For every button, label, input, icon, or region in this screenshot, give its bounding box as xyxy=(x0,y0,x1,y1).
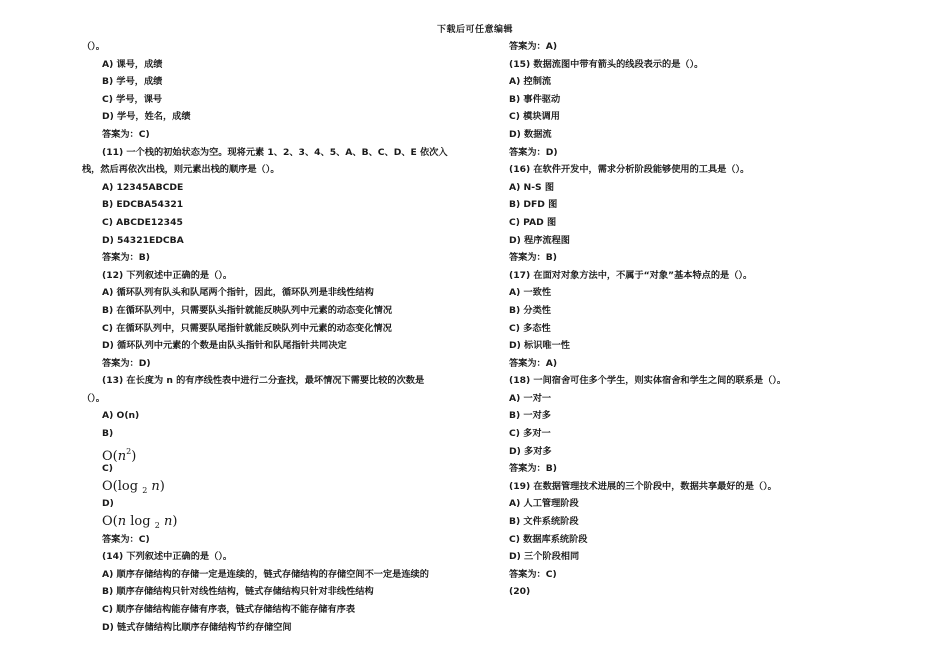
option-d: D) 标识唯一性 xyxy=(509,340,570,352)
option-c: C) ABCDE12345 xyxy=(102,216,183,228)
option-b: B) 分类性 xyxy=(509,304,551,316)
option-d-label: D) xyxy=(102,498,114,510)
question-14: (14) 下列叙述中正确的是（）。 xyxy=(102,551,233,563)
formula-o-n-log-n: O(n log $_2$ n) xyxy=(102,514,178,531)
question-11-cont: 栈，然后再依次出栈，则元素出栈的顺序是（）。 xyxy=(82,164,280,176)
left-column xyxy=(82,38,482,636)
option-b: B) 顺序存储结构只针对线性结构，链式存储结构只针对非线性结构 xyxy=(102,586,374,598)
option-a: A) 循环队列有队头和队尾两个指针，因此，循环队列是非线性结构 xyxy=(102,287,374,299)
question-20: (20) xyxy=(509,586,531,598)
option-c: C) 多态性 xyxy=(509,322,551,334)
answer-10: 答案为：C) xyxy=(102,128,150,140)
option-a: A) 顺序存储结构的存储一定是连续的，链式存储结构的存储空间不一定是连续的 xyxy=(102,568,429,580)
option-c: C) 多对一 xyxy=(509,428,551,440)
question-15: (15) 数据流图中带有箭头的线段表示的是（）。 xyxy=(509,58,704,70)
option-d: D) 数据流 xyxy=(509,128,552,140)
question-16: (16) 在软件开发中，需求分析阶段能够使用的工具是（）。 xyxy=(509,164,750,176)
option-c: C) 顺序存储结构能存储有序表，链式存储结构不能存储有序表 xyxy=(102,604,356,615)
option-b: B) 文件系统阶段 xyxy=(509,516,579,528)
question-12: (12) 下列叙述中正确的是（）。 xyxy=(102,269,233,281)
option-a: A) 控制流 xyxy=(509,76,552,88)
option-a: A) 12345ABCDE xyxy=(102,181,184,193)
question-10-tail: （）。 xyxy=(82,41,105,52)
answer-11: 答案为：B) xyxy=(102,252,150,264)
option-a: A) 课号，成绩 xyxy=(102,58,163,70)
answer-16: 答案为：B) xyxy=(509,252,557,264)
option-c: C) PAD 图 xyxy=(509,216,557,228)
option-d: D) 多对多 xyxy=(509,445,552,457)
answer-15: 答案为：D) xyxy=(509,146,558,158)
option-a: A) 人工管理阶段 xyxy=(509,498,579,510)
answer-17: 答案为：A) xyxy=(509,357,558,369)
formula-o-log-n: O(log $_2$ n) xyxy=(102,478,165,495)
option-c: C) 学号，课号 xyxy=(102,93,163,105)
option-d: D) 循环队列中元素的个数是由队头指针和队尾指针共同决定 xyxy=(102,340,347,352)
question-13-cont: （）。 xyxy=(82,392,105,404)
option-b: B) 学号，成绩 xyxy=(102,76,163,88)
option-b: B) EDCBA54321 xyxy=(102,199,184,211)
answer-12: 答案为：D) xyxy=(102,357,151,369)
question-13: (13) 在长度为 n 的有序线性表中进行二分查找，最坏情况下需要比较的次数是 xyxy=(102,375,425,387)
question-18: (18) 一间宿舍可住多个学生，则实体宿舍和学生之间的联系是（）。 xyxy=(509,375,787,387)
answer-19: 答案为：C) xyxy=(509,568,557,580)
formula-o-n-squared: $O(n^2)$ xyxy=(102,446,137,464)
option-b: B) DFD 图 xyxy=(509,199,558,211)
option-a: A) O(n) xyxy=(102,410,140,422)
option-d: D) 54321EDCBA xyxy=(102,234,184,246)
option-d: D) 程序流程图 xyxy=(509,234,570,246)
answer-13: 答案为：C) xyxy=(102,533,150,545)
option-c: C) 在循环队列中，只需要队尾指针就能反映队列中元素的动态变化情况 xyxy=(102,322,392,334)
answer-14: 答案为：A) xyxy=(509,41,558,52)
right-column xyxy=(509,38,909,601)
option-a: A) 一致性 xyxy=(509,287,552,299)
option-b: B) 事件驱动 xyxy=(509,93,561,105)
option-b-label: B) xyxy=(102,428,114,440)
option-c: C) 数据库系统阶段 xyxy=(509,533,588,545)
answer-18: 答案为：B) xyxy=(509,463,557,475)
option-b: B) 在循环队列中，只需要队头指针就能反映队列中元素的动态变化情况 xyxy=(102,304,393,316)
option-d: D) 学号，姓名，成绩 xyxy=(102,111,191,123)
option-d: D) 链式存储结构比顺序存储结构节约存储空间 xyxy=(102,621,292,633)
question-19: (19) 在数据管理技术进展的三个阶段中，数据共享最好的是（）。 xyxy=(509,480,777,492)
option-c-label: C) xyxy=(102,463,113,475)
option-d: D) 三个阶段相同 xyxy=(509,551,580,563)
page-header: 下载后可任意编辑 xyxy=(436,25,513,35)
question-11: (11) 一个栈的初始状态为空。现将元素 1、2、3、4、5、A、B、C、D、E 依次入 xyxy=(102,146,448,158)
option-c: C) 模块调用 xyxy=(509,111,560,123)
question-17: (17) 在面对对象方法中，不属于“对象”基本特点的是（）。 xyxy=(509,269,753,281)
option-a: A) N-S 图 xyxy=(509,181,555,193)
option-a: A) 一对一 xyxy=(509,392,552,404)
option-b: B) 一对多 xyxy=(509,410,551,422)
